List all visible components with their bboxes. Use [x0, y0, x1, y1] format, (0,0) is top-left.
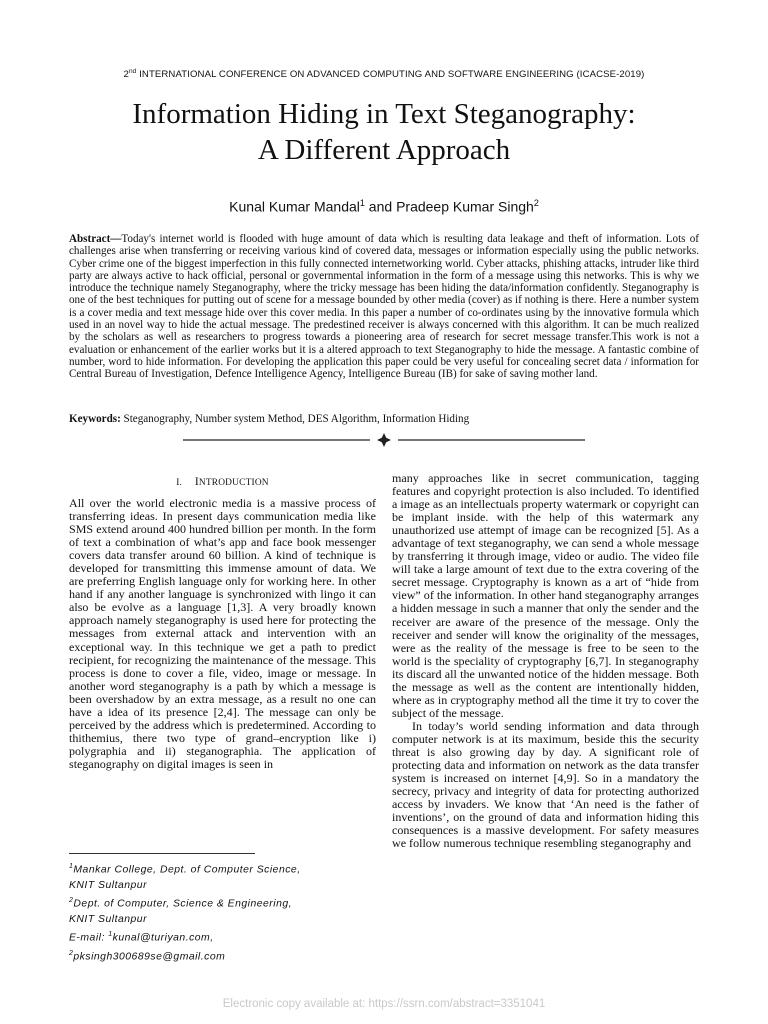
section-heading-initial: I [194, 476, 199, 488]
footnote-email-1 [69, 927, 376, 946]
keywords-text: Steganography, Number system Method, DES Algorithm, Information Hiding [120, 413, 470, 425]
author-1-affiliation-mark: 1 [359, 198, 365, 208]
footnotes [69, 859, 376, 965]
section-number: I. [176, 478, 183, 488]
email-link-2[interactable]: pksingh300689se@gmail.com [73, 951, 226, 963]
abstract [69, 233, 699, 381]
section-heading-rest: NTRODUCTION [198, 478, 269, 488]
intro-paragraph-2: many approaches like in secret communication, tagging features and copyright protection is also included. To identified a image as an intellectuals property watermark or copyright can be implant inside. with the help of this watermark any unauthorized use attempt of image can be recognized [5]. As a advantage of text steganography, we can send a whole message by transferring it through image, video or audio. The video file will take a large amount of text due to the extra covering of the secret message. Cryptography is known as a art of “hide from view” of the information. In other hand steganography arranges a hidden message in such a manner that only the sender and the receiver are aware of the presence of the message. Only the receiver and sender will know the originality of the messages, were as the reality of the message is free to be seen to the world is the speciality of cryptography [6,7]. In steganography its discard all the unwanted notice of the hidden message. Both the message as well as the content are intentionally hidden, where as in cryptography method all the time it try to cover the subject of the message. [392, 471, 699, 720]
footnote-mark-2: 2 [69, 897, 74, 905]
ssrn-watermark[interactable]: Electronic copy available at: https://ssrn.com/abstract=3351041 [222, 998, 546, 1010]
email-label: E-mail: [69, 932, 109, 944]
author-joiner: and [364, 198, 397, 215]
footnote-affiliation-2: Dept. of Computer, Science & Engineering, [73, 898, 293, 910]
footnote-mark-1: 1 [69, 863, 74, 870]
footnote-email-2 [69, 946, 376, 965]
author-1: Kunal Kumar Mandal [229, 198, 360, 215]
title-line-2: A Different Approach [257, 134, 511, 166]
email-mark-2: 2 [69, 949, 74, 957]
footnote-institute-2: KNIT Sultanpur [69, 913, 148, 925]
intro-paragraph-3: In today’s world sending information and data through computer network is at its maximum, beside this the security threat is also growing day by day. A significant role of protecting data and information on network as the data transfer system is increased on internet [4,9]. So in a mandatory the secrecy, privacy and integrity of data for protecting authorized access by invaders. We know that ‘An need is the father of inventions’, on the ground of data and information hiding this consequences is a massive development. For safety measures we follow numerous technique resembling steganography and [392, 718, 699, 851]
conference-header [0, 68, 768, 80]
author-2-affiliation-mark: 2 [533, 198, 539, 208]
title-line-1: Information Hiding in Text Steganography: [132, 98, 636, 130]
paper-title [0, 96, 768, 168]
email-link-1[interactable]: kunal@turiyan.com, [112, 932, 214, 944]
author-2: Pradeep Kumar Singh [396, 198, 534, 215]
diamond-star-icon [377, 433, 391, 447]
footnote-institute-1: KNIT Sultanpur [69, 879, 148, 891]
abstract-text: Today's internet world is flooded with huge amount of data which is resulting data leakage and theft of information. Lots of challenges arise when transferring or receiving various kind of covered data, messages or information especially using the public networks. Cyber crime one of the biggest imperfection in this fully connected internetworking world. Cyber attacks, phishing attacks, intruder like third party are always active to hack official, personal or governmental information in the form of a message using this networks. This is why we introduce the technique namely Steganography, where the tricky message has been hiding the data/information confidently. Steganography is one of the best techniques for putting out of scene for a message bounded by other media (cover) as if nothing is there. Here a number system is a cover media and text message hide over this cover media. In this paper a number of co-ordinates using by the innovative formula which used in an novel way to hide the actual message. The predestined receiver is always concerned with this algorithm. It can be much realized by the scholars as well as researchers to progress towards a pioneering area of research for secret message transfer.This work is not a evaluation or enhancement of the earlier works but it is a altered approach to text Steganography to hide the message. A fantastic combine of number, word to hide information. For developing the application this paper could be very useful for concealing secret data / information for Central Bureau of Investigation, Defence Intelligence Agency, Intelligence Bureau (IB) for sake of saving mother land. [69, 233, 699, 381]
footnote-2 [69, 893, 376, 912]
left-column [69, 497, 376, 771]
right-column [392, 472, 699, 850]
footnote-rule [69, 853, 255, 854]
footnote-affiliation-1: Mankar College, Dept. of Computer Science, [73, 864, 301, 876]
abstract-label: Abstract— [69, 233, 122, 245]
conference-number: 2 [123, 69, 129, 81]
conference-name: INTERNATIONAL CONFERENCE ON ADVANCED COMPUTING AND SOFTWARE ENGINEERING (ICACSE-2019) [136, 69, 645, 81]
intro-paragraph-1: All over the world electronic media is a massive process of transferring ideas. In present days communication media like SMS extend around 400 hundred billion per month. In the form of text a combination of what’s app and face book messenger covers data transfer around 60 billion. A kind of technique is developed for transmitting this immense amount of data. We are preferring English language only for working here. In other hand if any another language is synchronized with lingo it can also be evolve as a language [1,3]. A very broadly known approach namely steganography is used here for protecting the messages from external attack and intervention with an exceptional way. In this technique we get a path to predict recipient, for recognizing the maintenance of the message. This process is done to cover a file, video, image or message. In another word steganography is a path by which a message is been overshadow by an extra message, as a result no one can have a idea of its presence [2,4]. The message can only be perceived by the address which is predetermined. According to thithemius, there two type of grand–encryption like i) polygraphia and ii) steganographia. The application of steganography on digital images is seen in [69, 496, 376, 771]
keywords [69, 413, 699, 426]
section-divider [183, 433, 585, 447]
section-heading-introduction [69, 476, 376, 488]
email-mark-1: 1 [108, 931, 113, 939]
author-line [0, 198, 768, 215]
conference-ordinal: nd [128, 68, 137, 75]
keywords-label: Keywords: [69, 413, 121, 425]
footnote-1 [69, 859, 376, 878]
